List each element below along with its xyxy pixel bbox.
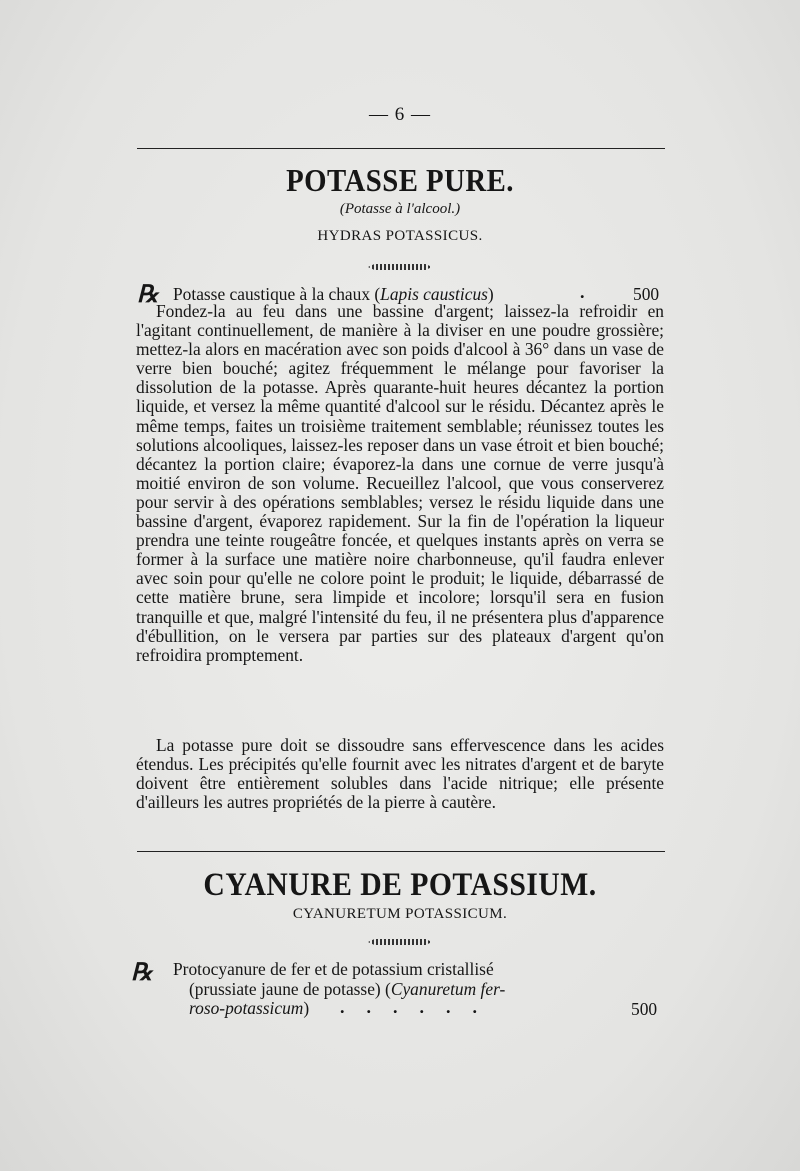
preparation-paragraph: Fondez-la au feu dans une bassine d'argent; laissez-la refroidir en l'agitant continuellement, de manière à la diviser en une poudre grossière; mettez-la alors en macération avec son poids d'alcool à 36° dans un vase de verre bien bouché; agitez fréquemment le mélange pour favoriser la dissolution de la potasse. Après quarante-huit heures décantez la portion liquide, et versez la même quantité d'alcool sur le résidu. Décantez après le même temps, faites un troisième traitement semblable; réunissez toutes les solutions alcooliques, laissez-les reposer dans un vase étroit et bien bouché; décantez la portion claire; évaporez-la dans une cornue de verre jusqu'à moitié environ de son volume. Recueillez l'alcool, que vous conserverez pour servir à des opérations semblables; versez le résidu liquide dans une bassine d'argent, évaporez rapidement. Sur la fin de l'opération la liqueur prendra une teinte rougeâtre foncée, et quelques instants après on verra se former à la surface une matière noire charbonneuse, qu'il faudra enlever avec soin pour qu'elle ne colore point le produit; le liquide, débarrassé de cette matière brune, sera limpide et incolore; lorsqu'il sera en fusion tranquille et que, malgré l'intensité du feu, il ne présentera plus d'apparence d'ébullition, on le versera par parties sur des plateaux d'argent qu'on refroidira promptement. (136, 301, 664, 665)
section2-latin-name: CYANURETUM POTASSICUM. (292, 906, 508, 922)
recipe2-line2-latin: Cyanuretum fer- (390, 978, 506, 999)
header-rule (137, 148, 665, 149)
recipe2-line2-plain: (prussiate jaune de potasse) ( (189, 978, 391, 999)
recipe2-line1: Protocyanure de fer et de potassium cristallisé (173, 959, 494, 979)
section-alt-name: (Potasse à l'alcool.) (339, 201, 461, 217)
ingredient-close: ) (487, 284, 494, 304)
page-number: — 6 — (369, 104, 431, 125)
ingredient-latin: Lapis causticus (380, 284, 488, 304)
section-latin-name: HYDRAS POTASSICUS. (317, 228, 483, 244)
properties-paragraph: La potasse pure doit se dissoudre sans effervescence dans les acides étendus. Les précipités qu'elle fournit avec les nitrates d'argent et de baryte doivent être entièrement solubles dans l'acide nitrique; elle présente d'ailleurs les autres propriétés de la pierre à cautère. (136, 735, 664, 813)
recipe2-quantity: 500 (631, 999, 658, 1019)
recipe-quantity: 500 (633, 284, 660, 304)
recipe2-line3-close: ) (303, 998, 310, 1019)
section-title-potasse-pure: POTASSE PURE. (286, 162, 514, 198)
recipe-leader: . (580, 282, 585, 302)
section-rule (137, 851, 665, 852)
recipe-symbol-icon: ℞ (137, 282, 159, 308)
ingredient-name: Potasse caustique à la chaux ( (173, 284, 381, 304)
recipe2-line3-latin: roso-potassicum (189, 998, 304, 1019)
ornament-divider-2 (368, 939, 432, 945)
recipe-symbol-icon-2: ℞ (131, 960, 153, 986)
ornament-divider (368, 264, 432, 270)
recipe2-leader: ...... (340, 997, 499, 1017)
section-title-cyanure: CYANURE DE POTASSIUM. (203, 867, 597, 903)
